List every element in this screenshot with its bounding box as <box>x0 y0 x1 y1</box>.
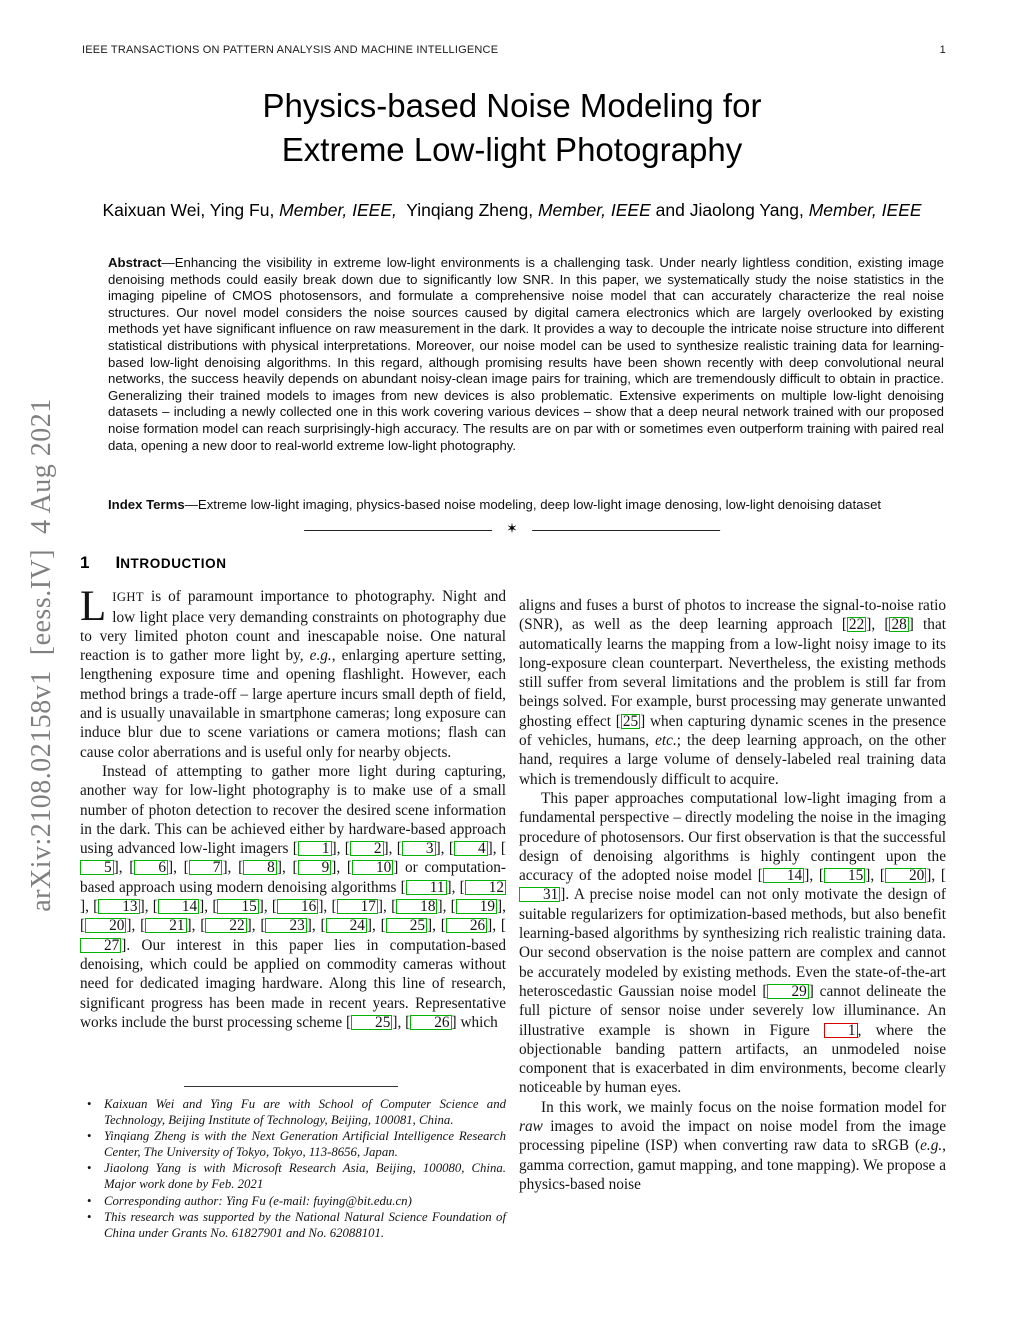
diamond-icon: ✶ <box>506 522 518 537</box>
citation-link[interactable]: 2 <box>350 841 384 856</box>
citation-link[interactable]: 22 <box>205 918 246 933</box>
citation-link[interactable]: 19 <box>456 899 497 914</box>
citation-link[interactable]: 29 <box>767 984 808 999</box>
index-terms-label: Index Terms <box>108 497 185 512</box>
footnote-item: • Corresponding author: Ying Fu (e-mail: fuying@bit.edu.cn) <box>80 1194 506 1210</box>
right-column <box>519 596 946 1271</box>
italic-text: e.g. <box>920 1137 943 1155</box>
citation-link[interactable]: 20 <box>885 868 926 883</box>
citation-link[interactable]: 8 <box>243 860 277 875</box>
section-divider <box>304 523 720 537</box>
authors-line: Kaixuan Wei, Ying Fu, Member, IEEE, Yinqiang Zheng, Member, IEEE and Jiaolong Yang, Member, IEEE <box>102 200 922 220</box>
citation-link[interactable]: 11 <box>406 880 447 895</box>
page-number: 1 <box>939 44 946 56</box>
footnote-item: • Yinqiang Zheng is with the Next Generation Artificial Intelligence Research Center, The University of Tokyo, Tokyo, 113-8656, Japan. <box>80 1129 506 1160</box>
citation-link[interactable]: 12 <box>465 880 506 895</box>
index-terms <box>108 497 944 514</box>
italic-text: etc. <box>655 732 677 750</box>
citation-link[interactable]: 18 <box>396 899 437 914</box>
drop-cap: L <box>80 583 107 631</box>
intro-paragraph-1: LIGHT is of paramount importance to photography. Night and low light place very demanding constraints on photography due to very limited photon count and inescapable noise. One natural reaction is to gather more light by, e.g., enlarging aperture setting, lengthening exposure time and opening flashlight. However, each method brings a trade-off – large aperture incurs small depth of field, and is usually unavailable in smartphone cameras; long exposure can induce blur due to scene variations or camera motions; flash can cause color aberrations and is useful only for nearby objects. <box>80 583 506 761</box>
index-terms-text: —Extreme low-light imaging, physics-based noise modeling, deep low-light image denosing, low-light denoising dataset <box>184 497 882 512</box>
citation-link[interactable]: 6 <box>134 860 168 875</box>
citation-link[interactable]: 25 <box>622 712 639 730</box>
citation-link[interactable]: 17 <box>337 899 378 914</box>
paper-title-line1: Physics-based Noise Modeling for <box>262 87 762 124</box>
paper-title-line2: Extreme Low-light Photography <box>281 131 743 168</box>
citation-link[interactable]: 26 <box>446 918 487 933</box>
citation-link[interactable]: 25 <box>351 1015 392 1030</box>
italic-text: raw <box>519 1118 543 1136</box>
citation-link[interactable]: 15 <box>824 868 865 883</box>
citation-link[interactable]: 7 <box>189 860 223 875</box>
intro-paragraph-2: Instead of attempting to gather more light during capturing, another way for low-light photography is to make use of a small number of photon detection to recover the desired scene information in the dark. This can be achieved either by hardware-based approach using advanced low-light imagers [ 1 ], [ 2 ], [ 3 ], [ 4 ], [5 ], [ 6 ], [ 7 ], [ 8 ], [ 9 ], [ 10 ] or computation-based approach using modern denoising algorithms [ 11 ], [ 12], [ 13 ], [ 14 ], [ 15 ], [ 16 ], [ 17 ], [ 18 ], [ 19 ], [ 20 ], [ 21 ], [ 22 ], [ 23 ], [ 24 ], [ 25 ], [ 26 ], [27 ]. Our interest in this paper lies in computation-based denoising, which could be applied on commodity cameras without need for dedicated imaging hardware. Along this line of research, significant progress has been made in recent years. Representative works include the burst processing scheme [ 25 ], [ 26 ] which <box>80 762 506 1031</box>
section-1-heading <box>80 551 506 573</box>
citation-link[interactable]: 21 <box>145 918 186 933</box>
citation-link[interactable]: 13 <box>98 899 139 914</box>
citation-link[interactable]: 25 <box>386 918 427 933</box>
citation-link[interactable]: 14 <box>158 899 199 914</box>
left-column <box>80 551 506 1086</box>
intro-paragraph-4: This paper approaches computational low-light imaging from a fundamental perspective – directly modeling the noise in the imaging procedure of photosensors. Our first observation is that the successful design of denoising algorithms is highly contingent upon the accuracy of the adopted noise model [ 14 ], [ 15 ], [ 20 ], [31 ]. A precise noise model can not only motivate the design of suitable regularizers for optimization-based methods, but also benefit learning-based algorithms by synthesizing rich realistic training data. Our second observation is the noise pattern are complex and cannot be accurately modeled by existing methods. Even the state-of-the-art heteroscedastic Gaussian noise model [ 29 ] cannot delineate the full picture of sensor noise under severely low illuminance. An illustrative example is shown in Figure 1 , where the objectionable banding pattern artifacts, an unmodeled noise component that is exacerbated in dim environments, become clearly noticeable by human eyes. <box>519 789 946 1097</box>
footnote-rule <box>184 1086 398 1087</box>
divider-line-right <box>532 530 720 531</box>
citation-link[interactable]: 3 <box>402 841 436 856</box>
smallcaps-text: IGHT <box>112 590 144 605</box>
section-1-title: INTRODUCTION <box>115 553 227 572</box>
citation-link[interactable]: 20 <box>85 918 126 933</box>
abstract-label: Abstract <box>108 255 162 270</box>
italic-text: Member, IEEE <box>537 200 651 220</box>
italic-text: e.g. <box>309 647 332 665</box>
citation-link[interactable]: 16 <box>277 899 318 914</box>
italic-text: Member, IEEE <box>808 200 922 220</box>
citation-link[interactable]: 1 <box>298 841 332 856</box>
abstract <box>108 255 944 454</box>
paper-title <box>0 84 1024 172</box>
citation-link[interactable]: 4 <box>454 841 488 856</box>
citation-link[interactable]: 23 <box>265 918 306 933</box>
citation-link[interactable]: 5 <box>80 860 114 875</box>
footnotes <box>80 1086 506 1242</box>
intro-paragraph-5: In this work, we mainly focus on the noise formation model for raw images to avoid the impact on noise model from the image processing pipeline (ISP) when converting raw data to sRGB (e.g., gamma correction, gamut mapping, and tone mapping). We propose a physics-based noise <box>519 1098 946 1193</box>
citation-link[interactable]: 28 <box>891 616 907 634</box>
citation-link[interactable]: 24 <box>326 918 367 933</box>
figure-ref-link[interactable]: 1 <box>824 1023 858 1038</box>
citation-link[interactable]: 9 <box>298 860 332 875</box>
section-1-number: 1 <box>80 553 90 572</box>
citation-link[interactable]: 15 <box>217 899 258 914</box>
running-header <box>82 44 946 56</box>
footnote-item: • This research was supported by the National Natural Science Foundation of China under Grants No. 61827901 and No. 62088101. <box>80 1210 506 1241</box>
citation-link[interactable]: 27 <box>80 938 121 953</box>
footnotes-list <box>80 1097 506 1241</box>
abstract-text: —Enhancing the visibility in extreme low-light environments is a challenging task. Under nearly lightless condition, existing image denoising methods could easily break down due to significantly low SNR. In this paper, we systematically study the noise statistics in the imaging pipeline of CMOS photosensors, and formulate a comprehensive noise model that can accurately characterize the real noise structures. Our novel model considers the noise sources caused by digital camera electronics which are largely overlooked by existing methods yet have significant influence on raw measurement in the dark. It provides a way to decouple the intricate noise structure into different statistical distributions with physical interpretations. Moreover, our noise model can be used to synthesize realistic training data for learning-based low-light denoising algorithms. In this regard, although promising results have been shown recently with deep convolutional neural networks, the success heavily depends on abundant noisy-clean image pairs for training, which are tremendously difficult to obtain in practice. Generalizing their trained models to images from new devices is also problematic. Extensive experiments on multiple low-light denoising datasets – including a newly collected one in this work covering various devices – show that a deep neural network trained with our proposed noise formation model can reach surprisingly-high accuracy. The results are on par with or sometimes even outperform training with paired real data, opening a new door to real-world extreme low-light photography. <box>108 255 944 453</box>
italic-text: Member, IEEE, <box>279 200 397 220</box>
intro-paragraph-3: aligns and fuses a burst of photos to increase the signal-to-noise ratio (SNR), as well as the deep learning approach [ 22 ], [ 28 ] that automatically learns the mapping from a low-light noisy image to its long-exposure clean counterpart. Nevertheless, the existing methods still suffer from several limitations and the problem is still far from beings solved. For example, burst processing may generate unwanted ghosting effect [ 25 ] when capturing dynamic scenes in the presence of vehicles, humans, etc.; the deep learning approach, on the other hand, requires a large volume of densely-labeled real training data which is tremendously difficult to acquire. <box>519 597 946 788</box>
footnote-item: • Jiaolong Yang is with Microsoft Research Asia, Beijing, 100080, China. Major work done by Feb. 2021 <box>80 1161 506 1192</box>
citation-link[interactable]: 26 <box>410 1015 451 1030</box>
citation-link[interactable]: 10 <box>352 860 393 875</box>
arxiv-watermark: arXiv:2108.02158v1 [eess.IV] 4 Aug 2021 <box>26 398 57 912</box>
citation-link[interactable]: 31 <box>519 887 560 902</box>
citation-link[interactable]: 14 <box>763 868 804 883</box>
footnote-item: • Kaixuan Wei and Ying Fu are with School of Computer Science and Technology, Beijing Institute of Technology, Beijing, 100081, China. <box>80 1097 506 1128</box>
journal-name: IEEE TRANSACTIONS ON PATTERN ANALYSIS AND MACHINE INTELLIGENCE <box>82 44 499 56</box>
citation-link[interactable]: 22 <box>848 616 865 634</box>
divider-line-left <box>304 530 492 531</box>
